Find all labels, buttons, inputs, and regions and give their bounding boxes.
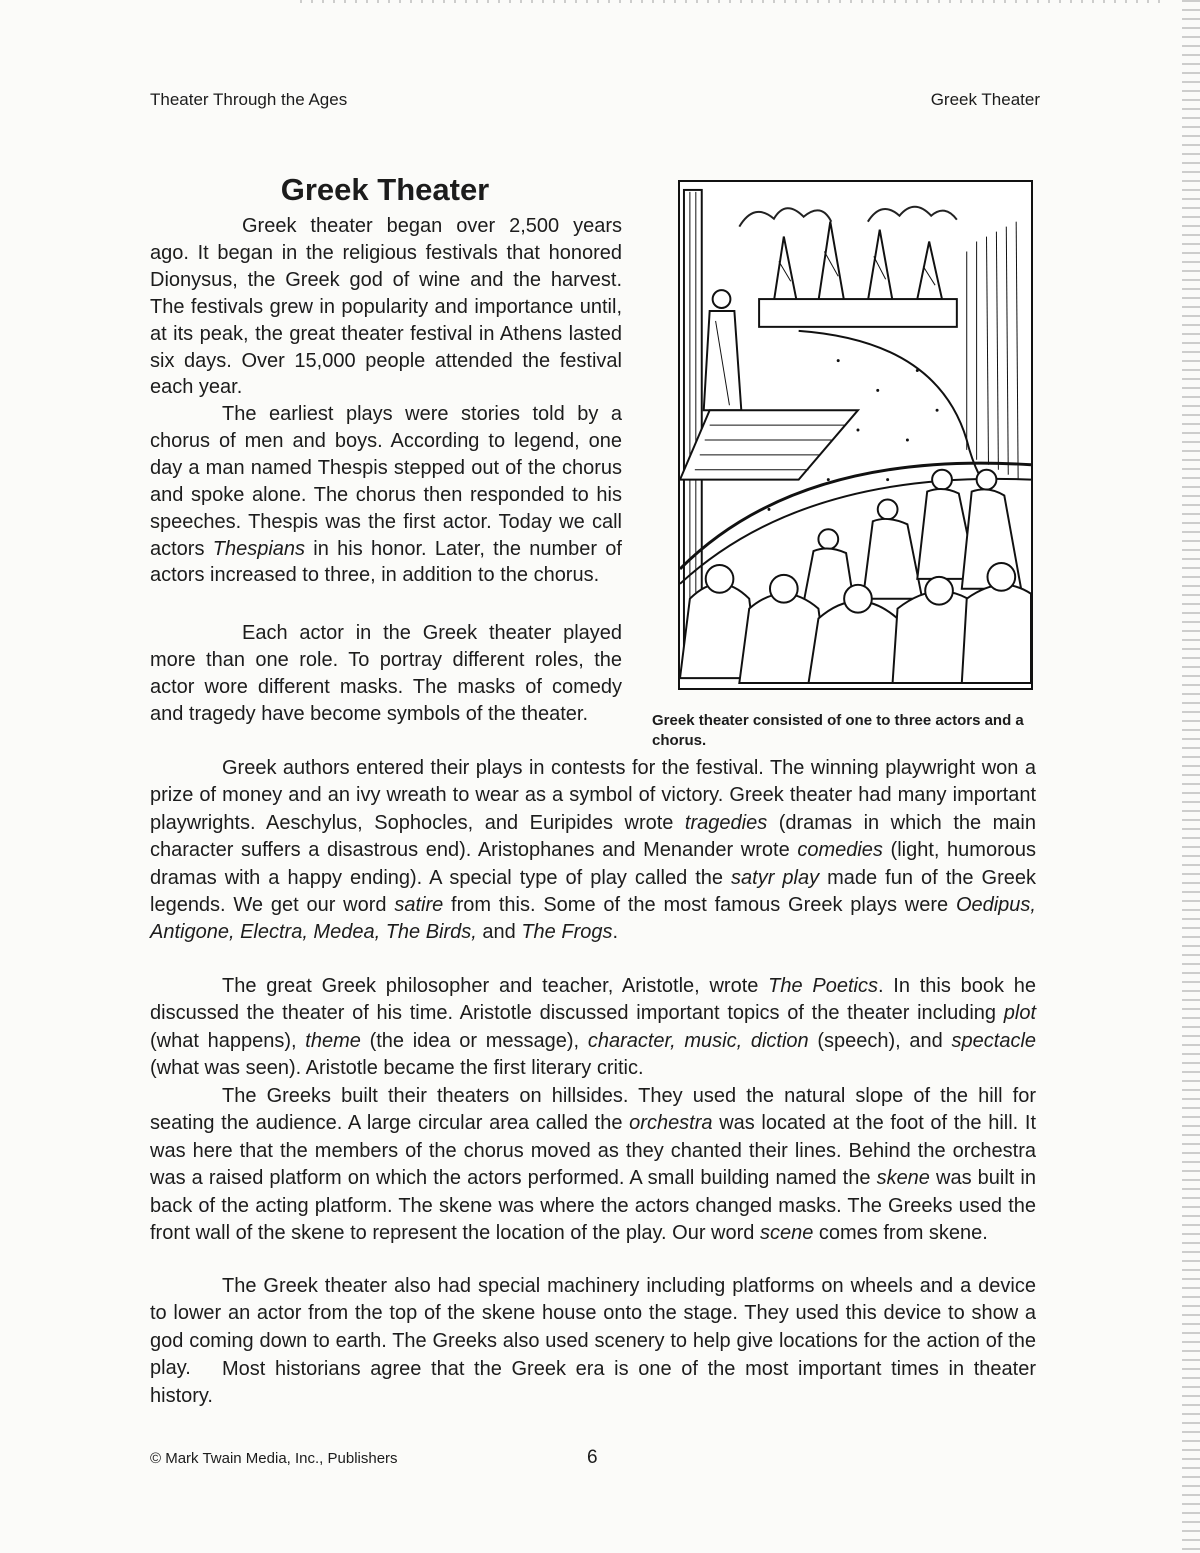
running-header-left: Theater Through the Ages [150, 90, 348, 109]
greek-theater-illustration [678, 180, 1033, 690]
body-paragraph-2: The great Greek philosopher and teacher, Aristotle, wrote The Poetics. In this book he discussed the theater of his time. Aristotle discussed important topics of the theater including plot (what happens), theme (the idea or message), character, music, diction (speech), and spectacle (what was seen). Aristotle became the first literary critic. [150, 975, 1037, 1080]
page-number: 6 [587, 1447, 598, 1468]
body-paragraph-1: Greek authors entered their plays in contests for the festival. The winning playwright won a prize of money and an ivy wreath to wear as a symbol of victory. Greek theater had many important playwrights. Aeschylus, Sophocles, and Euripides wrote tragedies (dramas in which the main character suffers a disastrous end). Aristophanes and Menander wrote comedies (light, humorous dramas with a happy ending). A special type of play called the satyr play made fun of the Greek legends. We get our word satire from this. Some of the most famous Greek plays were Oedipus, Antigone, Electra, Medea, The Birds, and The Frogs. [150, 757, 1037, 944]
running-header-right: Greek Theater [930, 90, 1040, 109]
page-title: Greek Theater [280, 172, 490, 207]
body-paragraph-5: Most historians agree that the Greek era is one of the most important times in theater history. [150, 1358, 1036, 1408]
intro-paragraph-1: Greek theater began over 2,500 years ago. It began in the religious festivals that honored Dionysus, the Greek god of wine and the harvest. The festivals grew in popularity and importance until, at its peak, the great theater festival in Athens lasted six days. Over 15,000 people attended the festival each year. [150, 215, 622, 399]
scan-right-edge [1182, 0, 1200, 1553]
intro-paragraph-2: The earliest plays were stories told by a chorus of men and boys. According to legend, one day a man named Thespis stepped out of the chorus and spoke alone. The chorus then responded to his speeches. Thespis was the first actor. Today we call actors Thespians in his honor. Later, the number of actors increased to three, in addition to the chorus. [150, 403, 622, 587]
body-paragraph-4: The Greek theater also had special machinery including platforms on wheels and a device to lower an actor from the top of the skene house onto the stage. They used this device to show a god coming down to earth. The Greeks also used scenery to help give locations for the action of the play. [150, 1275, 1036, 1380]
scan-top-edge [300, 0, 1160, 3]
greek-theater-illustration-icon [680, 182, 1031, 688]
body-paragraph-3: The Greeks built their theaters on hillsides. They used the natural slope of the hill for seating the audience. A large circular area called the orchestra was located at the foot of the hill. It was here that the members of the chorus moved as they chanted their lines. Behind the orchestra was a raised platform on which the actors performed. A small building named the skene was built in back of the acting platform. The skene was where the actors changed masks. The Greeks used the front wall of the skene to represent the location of the play. Our word scene comes from skene. [150, 1085, 1037, 1245]
intro-paragraph-3: Each actor in the Greek theater played more than one role. To portray different roles, the actor wore different masks. The masks of comedy and tragedy have become symbols of the theater. [150, 622, 622, 725]
publisher-footer: © Mark Twain Media, Inc., Publishers [150, 1450, 398, 1467]
illustration-caption: Greek theater consisted of one to three actors and a chorus. [652, 712, 1024, 749]
